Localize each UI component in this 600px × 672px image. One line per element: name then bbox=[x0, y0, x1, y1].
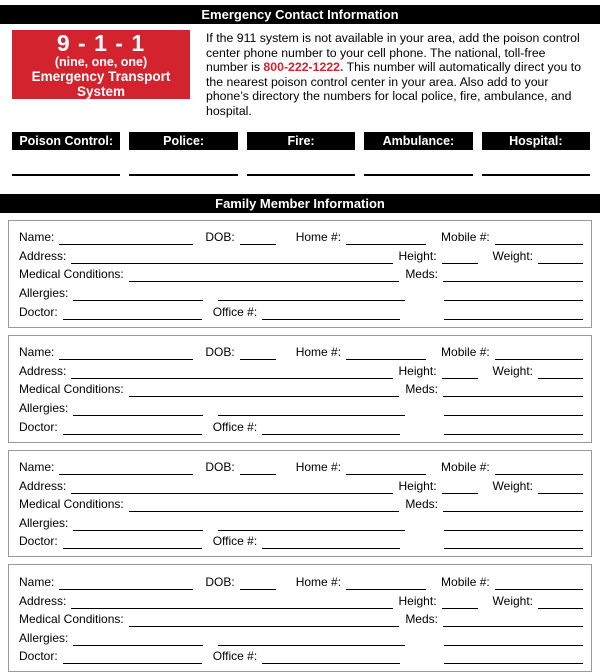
name-label: Name: bbox=[19, 460, 55, 475]
doctor-label: Doctor: bbox=[19, 534, 58, 549]
meds-blank-line bbox=[443, 382, 583, 397]
doctor-label: Doctor: bbox=[19, 419, 58, 434]
allergies-blank-line-2 bbox=[218, 286, 405, 301]
name-blank-line bbox=[59, 460, 193, 475]
allergies-row bbox=[19, 627, 583, 646]
emergency-contacts-label-row bbox=[12, 132, 590, 150]
contact-label-bar bbox=[364, 132, 472, 150]
medical-conditions-meds-row bbox=[19, 264, 583, 283]
name-blank-line bbox=[59, 345, 193, 360]
address-blank-line bbox=[71, 249, 392, 264]
weight-blank-line bbox=[538, 594, 583, 609]
office-phone-blank-line bbox=[262, 305, 400, 320]
meds-label: Meds: bbox=[405, 267, 438, 282]
meds-label: Meds: bbox=[405, 382, 438, 397]
contact-label-bar bbox=[12, 132, 120, 150]
mobile-phone-blank-line bbox=[495, 460, 583, 475]
height-label: Height: bbox=[398, 363, 437, 378]
office-phone-label: Office #: bbox=[212, 534, 258, 549]
office-phone-blank-line bbox=[262, 420, 400, 435]
home-phone-blank-line bbox=[346, 460, 426, 475]
emergency-form-page bbox=[0, 5, 600, 672]
contact-label: Hospital: bbox=[509, 133, 563, 148]
medical-conditions-meds-row bbox=[19, 494, 583, 513]
contact-label: Police: bbox=[163, 133, 205, 148]
doctor-office-row bbox=[19, 531, 583, 550]
meds-continuation-blank-line-2 bbox=[444, 649, 583, 664]
family-member-header-bar bbox=[0, 194, 600, 213]
dob-blank-line bbox=[240, 345, 276, 360]
poison-control-instructions bbox=[206, 31, 590, 119]
contact-blank-line bbox=[482, 174, 590, 176]
doctor-label: Doctor: bbox=[19, 304, 58, 319]
instructions-text-after: This number will automatically direct you to the nearest poison control center in your area. Also add to your phone’s directory the numbers for local police, fire, ambulance, and hospital. bbox=[206, 60, 582, 118]
meds-blank-line bbox=[443, 267, 583, 282]
name-label: Name: bbox=[19, 575, 55, 590]
address-blank-line bbox=[71, 364, 392, 379]
allergies-label: Allergies: bbox=[19, 515, 69, 530]
dob-label: DOB: bbox=[205, 575, 235, 590]
name-blank-line bbox=[59, 575, 193, 590]
office-phone-blank-line bbox=[262, 534, 400, 549]
dob-blank-line bbox=[240, 460, 276, 475]
meds-continuation-blank-line-2 bbox=[444, 305, 583, 320]
allergies-row bbox=[19, 282, 583, 301]
doctor-office-row bbox=[19, 301, 583, 320]
meds-continuation-blank-line bbox=[444, 401, 583, 416]
height-blank-line bbox=[442, 249, 478, 264]
weight-label: Weight: bbox=[492, 363, 533, 378]
doctor-blank-line bbox=[63, 420, 202, 435]
nine-one-one-words: (nine, one, one) bbox=[54, 54, 148, 69]
medical-conditions-meds-row bbox=[19, 609, 583, 628]
height-blank-line bbox=[442, 594, 478, 609]
medical-conditions-blank-line bbox=[129, 382, 400, 397]
height-label: Height: bbox=[398, 478, 437, 493]
meds-continuation-blank-line bbox=[444, 631, 583, 646]
doctor-blank-line bbox=[63, 305, 202, 320]
meds-label: Meds: bbox=[405, 497, 438, 512]
contact-label: Ambulance: bbox=[382, 133, 455, 148]
mobile-phone-label: Mobile #: bbox=[441, 460, 490, 475]
mobile-phone-label: Mobile #: bbox=[441, 345, 490, 360]
address-blank-line bbox=[71, 594, 392, 609]
name-blank-line bbox=[59, 230, 193, 245]
family-member-card bbox=[8, 450, 592, 558]
height-label: Height: bbox=[398, 593, 437, 608]
meds-label: Meds: bbox=[405, 612, 438, 627]
meds-blank-line bbox=[443, 612, 583, 627]
home-phone-label: Home #: bbox=[295, 575, 342, 590]
emergency-contact-header-bar bbox=[0, 5, 600, 24]
height-label: Height: bbox=[398, 248, 437, 263]
family-member-cards bbox=[8, 220, 592, 672]
contact-label-bar bbox=[247, 132, 355, 150]
home-phone-label: Home #: bbox=[295, 345, 342, 360]
allergies-blank-line bbox=[73, 286, 203, 301]
office-phone-label: Office #: bbox=[212, 419, 258, 434]
doctor-office-row bbox=[19, 416, 583, 435]
dob-label: DOB: bbox=[205, 345, 235, 360]
weight-label: Weight: bbox=[492, 593, 533, 608]
medical-conditions-blank-line bbox=[129, 497, 400, 512]
contact-blank-lines-row bbox=[12, 174, 590, 176]
name-dob-phone-row bbox=[19, 227, 583, 246]
contact-blank-line bbox=[12, 174, 120, 176]
office-phone-label: Office #: bbox=[212, 649, 258, 664]
medical-conditions-label: Medical Conditions: bbox=[19, 382, 124, 397]
allergies-row bbox=[19, 397, 583, 416]
medical-conditions-label: Medical Conditions: bbox=[19, 267, 124, 282]
dob-label: DOB: bbox=[205, 230, 235, 245]
allergies-blank-line-2 bbox=[218, 401, 405, 416]
red-911-box bbox=[12, 30, 190, 99]
contact-label-bar bbox=[129, 132, 237, 150]
family-member-card bbox=[8, 564, 592, 672]
doctor-blank-line bbox=[63, 534, 202, 549]
meds-continuation-blank-line bbox=[444, 516, 583, 531]
mobile-phone-label: Mobile #: bbox=[441, 230, 490, 245]
name-dob-phone-row bbox=[19, 342, 583, 361]
mobile-phone-blank-line bbox=[495, 230, 583, 245]
dob-blank-line bbox=[240, 575, 276, 590]
intro-section bbox=[12, 30, 590, 119]
address-height-weight-row bbox=[19, 360, 583, 379]
home-phone-blank-line bbox=[346, 230, 426, 245]
weight-blank-line bbox=[538, 364, 583, 379]
meds-continuation-blank-line-2 bbox=[444, 420, 583, 435]
office-phone-label: Office #: bbox=[212, 304, 258, 319]
instructions-text-before: If the 911 system is not available in your area, add the poison control center phone number to your cell phone. The national, toll-free number is bbox=[206, 31, 580, 75]
medical-conditions-label: Medical Conditions: bbox=[19, 612, 124, 627]
home-phone-blank-line bbox=[346, 345, 426, 360]
poison-control-phone-number: 800-222-1222. bbox=[263, 60, 344, 75]
address-label: Address: bbox=[19, 248, 67, 263]
name-label: Name: bbox=[19, 345, 55, 360]
address-label: Address: bbox=[19, 478, 67, 493]
name-dob-phone-row bbox=[19, 457, 583, 476]
contact-blank-line bbox=[129, 174, 237, 176]
address-label: Address: bbox=[19, 363, 67, 378]
meds-blank-line bbox=[443, 497, 583, 512]
address-blank-line bbox=[71, 479, 392, 494]
doctor-blank-line bbox=[63, 649, 202, 664]
contact-label: Fire: bbox=[287, 133, 315, 148]
allergies-label: Allergies: bbox=[19, 400, 69, 415]
allergies-row bbox=[19, 512, 583, 531]
family-member-card bbox=[8, 220, 592, 328]
contact-blank-line bbox=[247, 174, 355, 176]
home-phone-label: Home #: bbox=[295, 230, 342, 245]
doctor-label: Doctor: bbox=[19, 649, 58, 664]
contact-label-bar bbox=[482, 132, 590, 150]
emergency-contact-title: Emergency Contact Information bbox=[201, 7, 399, 22]
mobile-phone-blank-line bbox=[495, 345, 583, 360]
address-height-weight-row bbox=[19, 245, 583, 264]
medical-conditions-label: Medical Conditions: bbox=[19, 497, 124, 512]
home-phone-blank-line bbox=[346, 575, 426, 590]
dob-label: DOB: bbox=[205, 460, 235, 475]
allergies-label: Allergies: bbox=[19, 630, 69, 645]
nine-one-one-number: 9 - 1 - 1 bbox=[56, 29, 146, 56]
weight-blank-line bbox=[538, 249, 583, 264]
dob-blank-line bbox=[240, 230, 276, 245]
allergies-blank-line bbox=[73, 631, 203, 646]
allergies-label: Allergies: bbox=[19, 285, 69, 300]
address-height-weight-row bbox=[19, 475, 583, 494]
meds-continuation-blank-line bbox=[444, 286, 583, 301]
contact-label: Poison Control: bbox=[19, 133, 114, 148]
height-blank-line bbox=[442, 364, 478, 379]
weight-label: Weight: bbox=[492, 248, 533, 263]
mobile-phone-label: Mobile #: bbox=[441, 575, 490, 590]
medical-conditions-blank-line bbox=[129, 612, 400, 627]
home-phone-label: Home #: bbox=[295, 460, 342, 475]
allergies-blank-line-2 bbox=[218, 631, 405, 646]
family-member-card bbox=[8, 335, 592, 443]
office-phone-blank-line bbox=[262, 649, 400, 664]
address-height-weight-row bbox=[19, 590, 583, 609]
height-blank-line bbox=[442, 479, 478, 494]
weight-blank-line bbox=[538, 479, 583, 494]
family-member-title: Family Member Information bbox=[215, 195, 385, 211]
medical-conditions-meds-row bbox=[19, 379, 583, 398]
address-label: Address: bbox=[19, 593, 67, 608]
name-label: Name: bbox=[19, 230, 55, 245]
doctor-office-row bbox=[19, 646, 583, 665]
mobile-phone-blank-line bbox=[495, 575, 583, 590]
weight-label: Weight: bbox=[492, 478, 533, 493]
name-dob-phone-row bbox=[19, 571, 583, 590]
allergies-blank-line bbox=[73, 516, 203, 531]
allergies-blank-line-2 bbox=[218, 516, 405, 531]
meds-continuation-blank-line-2 bbox=[444, 534, 583, 549]
contact-blank-line bbox=[364, 174, 472, 176]
emergency-transport-system-label: Emergency Transport System bbox=[31, 68, 171, 99]
medical-conditions-blank-line bbox=[129, 267, 400, 282]
allergies-blank-line bbox=[73, 401, 203, 416]
